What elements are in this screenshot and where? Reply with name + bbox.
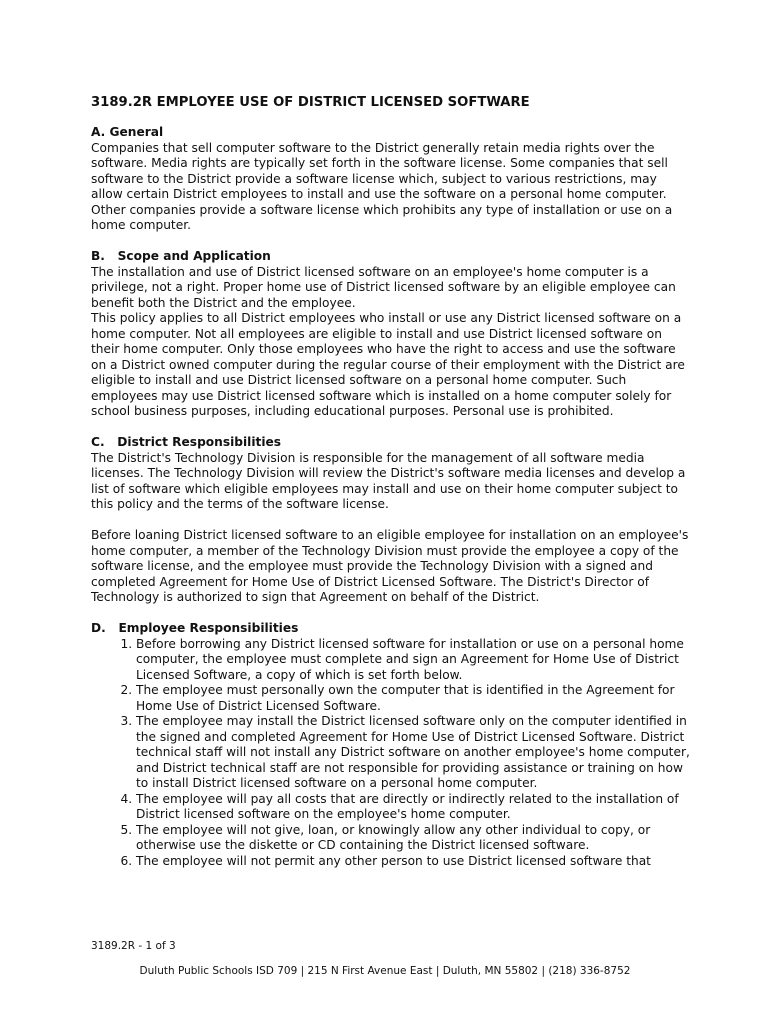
section-c-paragraph: The District's Technology Division is responsible for the management of all software media licenses. The Technology Division will review the District's software media licenses and develop a list of software which eligible employees may install and use on their home computer subject to this policy and the terms of the software license. xyxy=(91,450,686,511)
list-item: 4. The employee will pay all costs that are directly or indirectly related to the installation of District licensed software on the employee's home computer. xyxy=(136,792,691,823)
section-a-heading: A. General xyxy=(91,125,164,139)
section-c-paragraph: Before loaning District licensed software to an eligible employee for installation on an employee's home computer, a member of the Technology Division must provide the employee a copy of the software license, and the employee must provide the Technology Division with a signed and completed Agreement for Home Use of District Licensed Software. The District's Director of Technology is authorized to sign that Agreement on behalf of the District. xyxy=(91,528,689,604)
section-c-heading: C. District Responsibilities xyxy=(91,435,282,449)
document-title: 3189.2R EMPLOYEE USE OF DISTRICT LICENSED SOFTWARE xyxy=(91,95,530,110)
list-item: 3. The employee may install the District licensed software only on the computer identified in the signed and completed Agreement for Home Use of District Licensed Software. District technical staff will not install any District software on another employee's home computer, and District technical staff are not responsible for providing assistance or training on how to install District licensed software on a personal home computer. xyxy=(136,714,691,792)
page-number: 3189.2R - 1 of 3 xyxy=(91,940,176,952)
list-item: 6. The employee will not permit any other person to use District licensed software that xyxy=(136,854,691,870)
document-page xyxy=(91,94,691,869)
page-footer: Duluth Public Schools ISD 709 | 215 N First Avenue East | Duluth, MN 55802 | (218) 336-8752 xyxy=(139,965,631,977)
section-b-paragraph: The installation and use of District licensed software on an employee's home computer is a privilege, not a right. Proper home use of District licensed software by an eligible employee can benefit both the District and the employee. xyxy=(91,264,676,310)
list-item: 2. The employee must personally own the computer that is identified in the Agreement for Home Use of District Licensed Software. xyxy=(136,683,691,714)
section-b-heading: B. Scope and Application xyxy=(91,249,271,263)
section-d-heading: D. Employee Responsibilities xyxy=(91,621,299,635)
list-item: 5. The employee will not give, loan, or knowingly allow any other individual to copy, or otherwise use the diskette or CD containing the District licensed software. xyxy=(136,823,691,854)
list-item: 1. Before borrowing any District licensed software for installation or use on a personal home computer, the employee must complete and sign an Agreement for Home Use of District Licensed Software, a copy of which is set forth below. xyxy=(136,637,691,684)
section-a-paragraph: Companies that sell computer software to the District generally retain media rights over the software. Media rights are typically set forth in the software license. Some companies that sell software to the District provide a software license which, subject to various restrictions, may allow certain District employees to install and use the software on a personal home computer. Other companies provide a software license which prohibits any type of installation or use on a home computer. xyxy=(91,140,673,232)
employee-responsibilities-list xyxy=(91,637,691,870)
section-b-paragraph: This policy applies to all District employees who install or use any District licensed software on a home computer. Not all employees are eligible to install and use District licensed software on their home computer. Only those employees who have the right to access and use the software on a District owned computer during the regular course of their employment with the District are eligible to install and use District licensed software on a personal home computer. Such employees may use District licensed software which is installed on a home computer solely for school business purposes, including educational purposes. Personal use is prohibited. xyxy=(91,311,685,418)
